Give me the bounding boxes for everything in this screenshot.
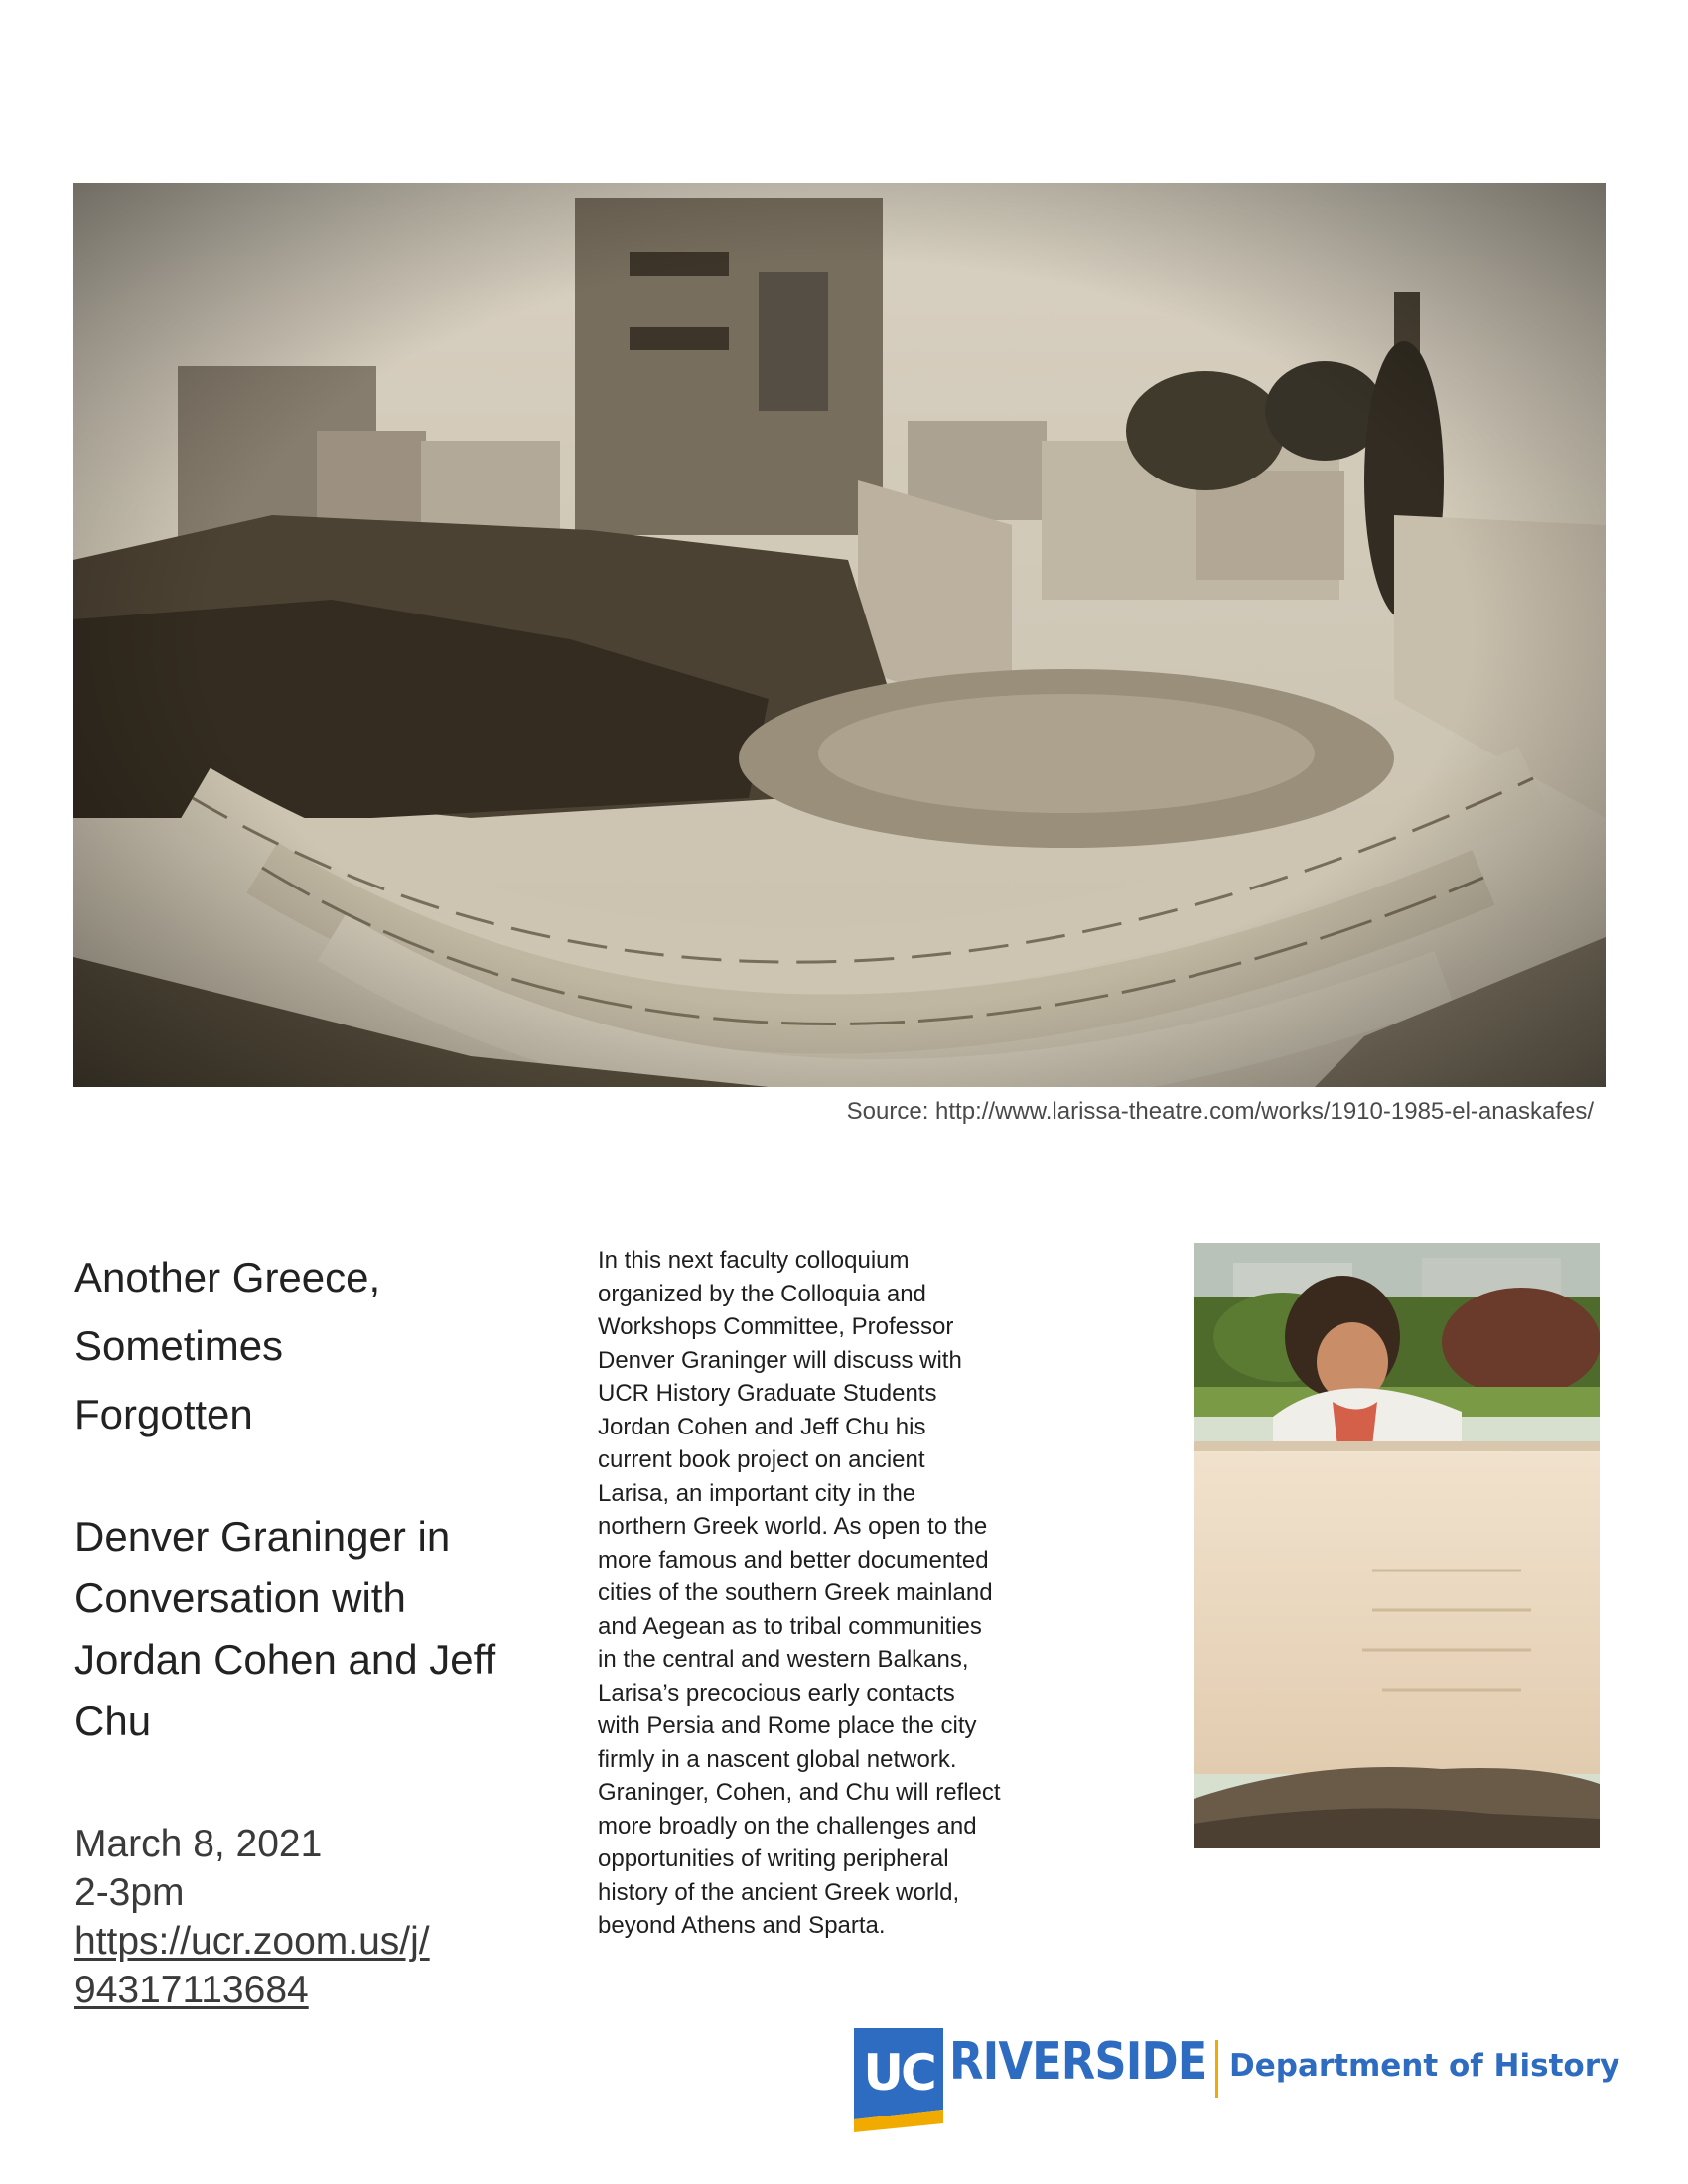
event-info [74, 1243, 571, 2014]
event-date: March 8, 2021 [74, 1823, 323, 1865]
description-line: Workshops Committee, Professor [598, 1313, 954, 1340]
uc-logo-mark [854, 2028, 943, 2132]
logo-divider [1215, 2040, 1218, 2098]
event-description [598, 1244, 1114, 1943]
department-name: Department of History [1229, 2048, 1620, 2084]
description-line: Jordan Cohen and Jeff Chu his [598, 1413, 926, 1440]
description-line: opportunities of writing peripheral [598, 1845, 949, 1872]
description-line: more famous and better documented [598, 1546, 989, 1573]
description-line: firmly in a nascent global network. [598, 1745, 957, 1773]
event-subtitle-line: Denver Graninger in [74, 1513, 451, 1560]
zoom-link[interactable] [74, 1917, 571, 2014]
event-title [74, 1243, 571, 1448]
event-time: 2-3pm [74, 1871, 185, 1914]
description-line: Larisa’s precocious early contacts [598, 1679, 955, 1706]
description-line: northern Greek world. As open to the [598, 1513, 988, 1540]
description-line: history of the ancient Greek world, [598, 1878, 960, 1906]
event-subtitle-line: Chu [74, 1698, 152, 1744]
description-line: more broadly on the challenges and [598, 1812, 977, 1840]
description-line: UCR History Graduate Students [598, 1380, 937, 1407]
description-line: and Aegean as to tribal communities [598, 1612, 982, 1640]
event-details [74, 1820, 571, 2014]
event-title-line: Forgotten [74, 1391, 253, 1437]
event-subtitle-line: Conversation with [74, 1574, 406, 1621]
zoom-link-line: 94317113684 [74, 1969, 309, 2011]
description-line: in the central and western Balkans, [598, 1646, 969, 1673]
zoom-link-line: https://ucr.zoom.us/j/ [74, 1920, 430, 1963]
description-line: current book project on ancient [598, 1446, 925, 1473]
description-line: with Persia and Rome place the city [598, 1712, 977, 1739]
speaker-photo [1194, 1243, 1600, 1848]
event-title-line: Sometimes [74, 1322, 284, 1369]
photo-credit: Source: http://www.larissa-theatre.com/works/1910-1985-el-anaskafes/ [846, 1098, 1594, 1125]
event-subtitle-line: Jordan Cohen and Jeff [74, 1636, 496, 1683]
description-line: Larisa, an important city in the [598, 1479, 916, 1507]
description-line: beyond Athens and Sparta. [598, 1912, 886, 1939]
ucr-history-logo [854, 2028, 1620, 2132]
excavation-photo [73, 183, 1606, 1087]
event-title-line: Another Greece, [74, 1254, 381, 1300]
description-line: organized by the Colloquia and [598, 1280, 926, 1307]
description-line: Graninger, Cohen, and Chu will reflect [598, 1779, 1001, 1806]
description-line: cities of the southern Greek mainland [598, 1579, 993, 1606]
uc-logo-text: UC [863, 2044, 934, 2102]
description-line: In this next faculty colloquium [598, 1247, 910, 1274]
description-line: Denver Graninger will discuss with [598, 1346, 962, 1374]
riverside-wordmark: RIVERSIDE [949, 2032, 1207, 2092]
event-subtitle [74, 1506, 571, 1752]
